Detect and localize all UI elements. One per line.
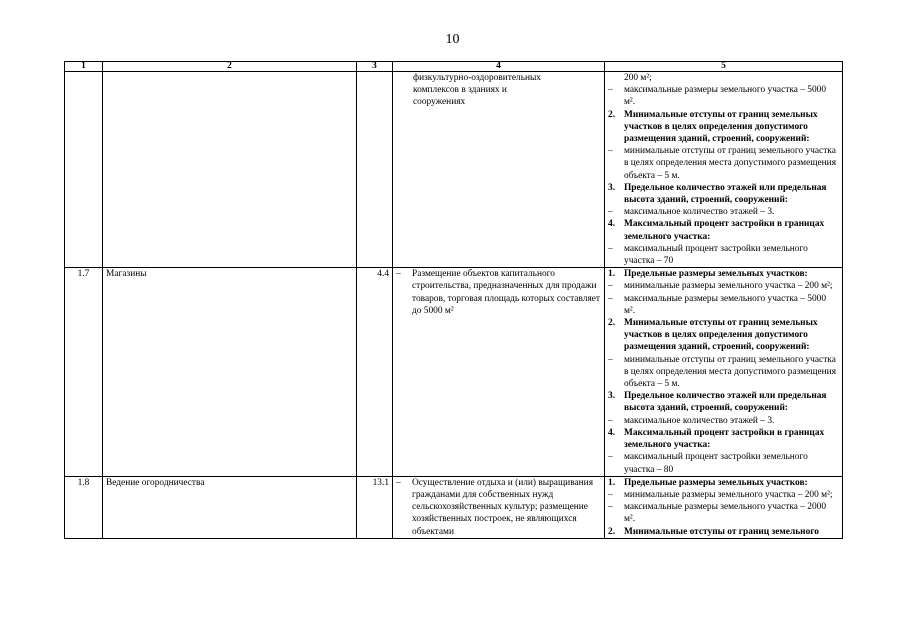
dash-marker: – bbox=[608, 146, 613, 157]
parameter-text: максимальные размеры земельного участка – 2000 м². bbox=[624, 502, 827, 525]
parameter-text: максимальный процент застройки земельного участка – 80 bbox=[624, 452, 808, 475]
row-number: 1.8 bbox=[65, 476, 103, 538]
dash-marker: – bbox=[608, 489, 613, 500]
table-body bbox=[65, 72, 843, 539]
parameter-text: минимальные отступы от границ земельного участка в целях определения места допустимого размещения объекта – 5 м. bbox=[624, 354, 837, 390]
parameter-value bbox=[608, 293, 839, 317]
use-description bbox=[393, 72, 605, 268]
parameter-value bbox=[608, 206, 839, 218]
use-code: 13.1 bbox=[357, 476, 393, 538]
parameter-value bbox=[608, 451, 839, 475]
parameter-text: максимальные размеры земельного участка – 5000 м². bbox=[624, 293, 827, 316]
parameter-text: максимальные размеры земельного участка – 5000 м². bbox=[624, 85, 827, 108]
parameter-number: 3. bbox=[608, 182, 616, 193]
parameter-text: минимальные размеры земельного участка – 200 м²; bbox=[624, 281, 833, 292]
parameter-number: 2. bbox=[608, 318, 616, 329]
dash-marker: – bbox=[608, 354, 613, 365]
parameter-text: максимальный процент застройки земельного участка – 70 bbox=[624, 243, 808, 267]
use-code bbox=[357, 72, 393, 268]
parameters-cell bbox=[605, 268, 843, 476]
table-row bbox=[65, 268, 843, 476]
header-row bbox=[65, 62, 843, 72]
parameter-number: 3. bbox=[608, 391, 616, 402]
header-col-3: 3 bbox=[357, 62, 393, 72]
description-line: физкультурно-оздоровительных bbox=[413, 73, 541, 83]
use-code: 4.4 bbox=[357, 268, 393, 476]
use-description bbox=[393, 476, 605, 538]
dash-marker: – bbox=[608, 243, 613, 254]
parameter-value bbox=[608, 415, 839, 427]
parameter-value bbox=[608, 280, 839, 292]
parameter-heading bbox=[608, 526, 839, 538]
parameter-heading-text: Предельное количество этажей или предельная высота зданий, строений, сооружений: bbox=[624, 182, 827, 206]
parameter-heading-text: Максимальный процент застройки в границах земельного участка: bbox=[624, 427, 825, 451]
parameter-heading-text: Минимальные отступы от границ земельных участков в целях определения допустимого размещения зданий, строений, сооружений: bbox=[624, 109, 818, 145]
parameter-heading bbox=[608, 268, 839, 280]
dash-marker: – bbox=[608, 293, 613, 304]
page-number: 10 bbox=[445, 32, 460, 47]
parameter-heading bbox=[608, 427, 839, 451]
dash-marker: – bbox=[608, 502, 613, 513]
dash-marker: – bbox=[608, 85, 613, 96]
dash-marker: – bbox=[608, 452, 613, 463]
header-col-4: 4 bbox=[393, 62, 605, 72]
description-item bbox=[396, 268, 601, 317]
parameter-heading-text: Минимальные отступы от границ земельных участков в целях определения допустимого размещения зданий, строений, сооружений: bbox=[624, 318, 818, 353]
parameter-text: минимальные размеры земельного участка – 200 м²; bbox=[624, 489, 833, 500]
table-row bbox=[65, 476, 843, 538]
dash-marker: – bbox=[608, 207, 613, 218]
use-name: Ведение огородничества bbox=[103, 476, 357, 538]
description-line: сооружениях bbox=[413, 97, 466, 108]
parameter-text: минимальные отступы от границ земельного участка в целях определения места допустимого размещения объекта – 5 м. bbox=[624, 146, 837, 181]
dash-marker: – bbox=[396, 269, 401, 280]
parameter-continuation: 200 м²; bbox=[624, 73, 652, 83]
header-col-5: 5 bbox=[605, 62, 843, 72]
parameter-number: 2. bbox=[608, 109, 616, 120]
parameter-number: 1. bbox=[608, 269, 616, 280]
parameter-value bbox=[608, 501, 839, 525]
parameter-heading bbox=[608, 390, 839, 414]
description-line: комплексов в зданиях и bbox=[413, 85, 507, 96]
parameter-value bbox=[608, 84, 839, 108]
parameter-heading bbox=[608, 317, 839, 354]
parameter-text: максимальное количество этажей – 3. bbox=[624, 415, 775, 426]
parameter-heading bbox=[608, 477, 839, 489]
parameter-value bbox=[608, 489, 839, 501]
description-text: Осуществление отдыха и (или) выращивания гражданами для собственных нужд сельскохозяйственных культур; размещение хозяйственных построек, не являющихся объектами bbox=[412, 477, 594, 537]
zoning-table bbox=[64, 61, 843, 539]
parameter-number: 4. bbox=[608, 427, 616, 438]
parameter-heading-text: Предельные размеры земельных участков: bbox=[624, 477, 808, 488]
use-name bbox=[103, 72, 357, 268]
dash-marker: – bbox=[608, 281, 613, 292]
description-text: Размещение объектов капитального строительства, предназначенных для продажи товаров, торговая площадь которых составляет до 5000 м² bbox=[412, 269, 601, 316]
parameter-heading bbox=[608, 218, 839, 242]
parameter-heading-text: Максимальный процент застройки в границах земельного участка: bbox=[624, 219, 825, 242]
description-item bbox=[396, 477, 601, 538]
parameter-number: 1. bbox=[608, 477, 616, 488]
parameter-value bbox=[608, 243, 839, 267]
parameter-heading-text: Предельное количество этажей или предельная высота зданий, строений, сооружений: bbox=[624, 391, 827, 414]
row-number: 1.7 bbox=[65, 268, 103, 476]
parameter-value bbox=[608, 145, 839, 182]
parameter-text: максимальное количество этажей – 3. bbox=[624, 207, 775, 218]
parameters-cell bbox=[605, 72, 843, 268]
dash-marker: – bbox=[608, 415, 613, 426]
header-col-1: 1 bbox=[65, 62, 103, 72]
parameter-number: 2. bbox=[608, 526, 616, 537]
table-row bbox=[65, 72, 843, 268]
parameter-heading-text: Предельные размеры земельных участков: bbox=[624, 269, 808, 280]
use-description bbox=[393, 268, 605, 476]
parameter-heading bbox=[608, 109, 839, 146]
use-name: Магазины bbox=[103, 268, 357, 476]
row-number bbox=[65, 72, 103, 268]
header-col-2: 2 bbox=[103, 62, 357, 72]
parameter-heading-text: Минимальные отступы от границ земельного bbox=[624, 526, 819, 537]
parameters-cell bbox=[605, 476, 843, 538]
dash-marker: – bbox=[396, 477, 401, 488]
parameter-heading bbox=[608, 182, 839, 206]
parameter-number: 4. bbox=[608, 219, 616, 230]
parameter-value bbox=[608, 354, 839, 391]
